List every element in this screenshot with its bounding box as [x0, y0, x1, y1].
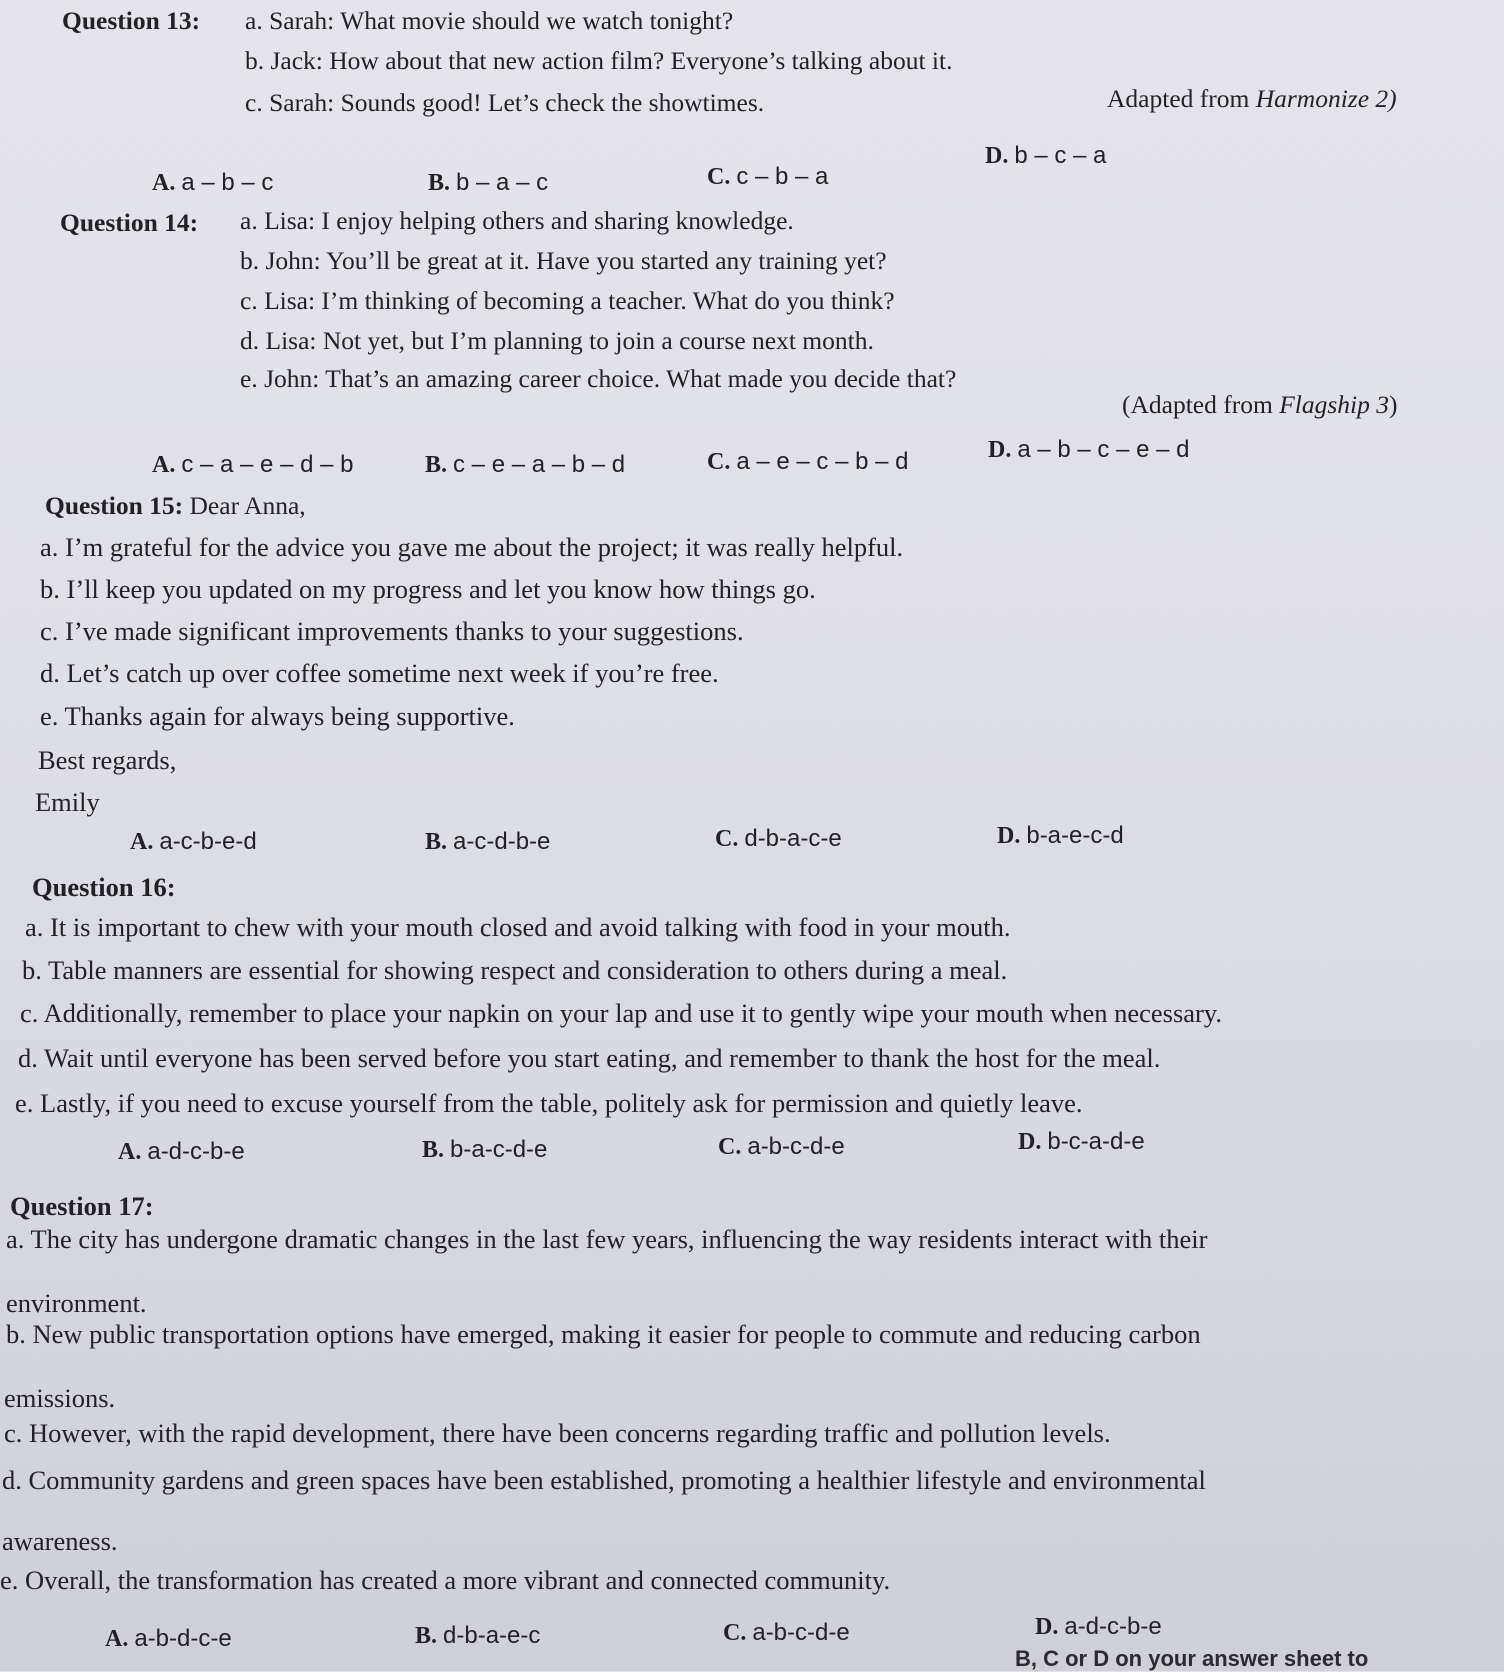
letter-sentence-d: d. Let’s catch up over coffee sometime next week if you’re free.	[40, 658, 719, 688]
answer-option-c[interactable]: C. c – b – a	[707, 163, 829, 190]
paragraph-sentence-e: e. Lastly, if you need to excuse yourself from the table, politely ask for permission and quietly leave.	[15, 1088, 1083, 1118]
letter-signature: Emily	[35, 787, 100, 817]
answer-option-a[interactable]: A. c – a – e – d – b	[152, 451, 354, 478]
source-note: Adapted from Harmonize 2)	[1107, 84, 1397, 113]
answer-option-b[interactable]: B. a-c-d-b-e	[425, 828, 551, 855]
answer-option-b[interactable]: B. b – a – c	[428, 169, 549, 196]
dialogue-line-c: c. Lisa: I’m thinking of becoming a teacher. What do you think?	[240, 286, 895, 315]
dialogue-line-c: c. Sarah: Sounds good! Let’s check the showtimes.	[245, 88, 765, 117]
letter-sentence-a: a. I’m grateful for the advice you gave me about the project; it was really helpful.	[40, 532, 904, 562]
letter-closing: Best regards,	[38, 745, 177, 775]
dialogue-line-a: a. Sarah: What movie should we watch tonight?	[245, 6, 734, 35]
answer-option-d[interactable]: D. b – c – a	[985, 142, 1107, 169]
paragraph-sentence-a: a. It is important to chew with your mouth closed and avoid talking with food in your mouth.	[25, 912, 1011, 942]
answer-option-b[interactable]: B. b-a-c-d-e	[422, 1136, 548, 1163]
paragraph-sentence-c: c. However, with the rapid development, there have been concerns regarding traffic and pollution levels.	[4, 1418, 1111, 1448]
paragraph-sentence-a-cont: environment.	[6, 1288, 147, 1318]
answer-option-a[interactable]: A. a-c-b-e-d	[130, 828, 257, 855]
question-heading: Question 14:	[60, 208, 199, 237]
paragraph-sentence-b-cont: emissions.	[4, 1383, 116, 1413]
answer-option-c[interactable]: C. a-b-c-d-e	[723, 1619, 850, 1646]
letter-sentence-e: e. Thanks again for always being supportive.	[40, 701, 515, 731]
footer-instruction-fragment: B, C or D on your answer sheet to	[1015, 1646, 1369, 1671]
answer-option-a[interactable]: A. a-b-d-c-e	[105, 1625, 232, 1652]
dialogue-line-e: e. John: That’s an amazing career choice. What made you decide that?	[240, 364, 957, 393]
paragraph-sentence-d: d. Wait until everyone has been served before you start eating, and remember to thank the host for the meal.	[18, 1043, 1161, 1073]
answer-option-a[interactable]: A. a-d-c-b-e	[118, 1138, 245, 1165]
answer-option-c[interactable]: C. a-b-c-d-e	[718, 1133, 845, 1160]
dialogue-line-d: d. Lisa: Not yet, but I’m planning to join a course next month.	[240, 326, 874, 355]
question-heading: Question 13:	[62, 6, 201, 35]
answer-option-d[interactable]: D. b-a-e-c-d	[997, 822, 1124, 849]
question-heading: Question 16:	[32, 872, 176, 902]
letter-sentence-b: b. I’ll keep you updated on my progress and let you know how things go.	[40, 574, 816, 604]
answer-option-b[interactable]: B. c – e – a – b – d	[425, 451, 626, 478]
question-heading: Question 17:	[10, 1191, 154, 1221]
answer-option-c[interactable]: C. a – e – c – b – d	[707, 448, 909, 475]
dialogue-line-b: b. John: You’ll be great at it. Have you started any training yet?	[240, 246, 887, 275]
answer-option-d[interactable]: D. b-c-a-d-e	[1018, 1128, 1145, 1155]
paragraph-sentence-e: e. Overall, the transformation has created a more vibrant and connected community.	[0, 1565, 891, 1595]
answer-option-d[interactable]: D. a-d-c-b-e	[1035, 1613, 1162, 1640]
answer-option-c[interactable]: C. d-b-a-c-e	[715, 825, 842, 852]
paragraph-sentence-c: c. Additionally, remember to place your napkin on your lap and use it to gently wipe your mouth when necessary.	[20, 998, 1223, 1028]
paragraph-sentence-d: d. Community gardens and green spaces have been established, promoting a healthier lifestyle and environmental	[2, 1465, 1206, 1495]
paragraph-sentence-d-cont: awareness.	[2, 1526, 118, 1556]
answer-option-a[interactable]: A. a – b – c	[152, 169, 274, 196]
paragraph-sentence-b: b. New public transportation options have emerged, making it easier for people to commute and reducing carbon	[6, 1319, 1201, 1349]
letter-sentence-c: c. I’ve made significant improvements thanks to your suggestions.	[40, 616, 744, 646]
paragraph-sentence-b: b. Table manners are essential for showing respect and consideration to others during a meal.	[22, 955, 1008, 985]
letter-salutation: Dear Anna,	[189, 491, 306, 520]
dialogue-line-a: a. Lisa: I enjoy helping others and sharing knowledge.	[240, 206, 794, 235]
source-note: (Adapted from Flagship 3)	[1122, 390, 1398, 419]
paragraph-sentence-a: a. The city has undergone dramatic changes in the last few years, influencing the way residents interact with their	[6, 1224, 1208, 1254]
dialogue-line-b: b. Jack: How about that new action film? Everyone’s talking about it.	[245, 46, 953, 75]
answer-option-d[interactable]: D. a – b – c – e – d	[988, 436, 1190, 463]
question-heading-line: Question 15: Dear Anna,	[45, 491, 306, 520]
answer-option-b[interactable]: B. d-b-a-e-c	[415, 1622, 541, 1649]
